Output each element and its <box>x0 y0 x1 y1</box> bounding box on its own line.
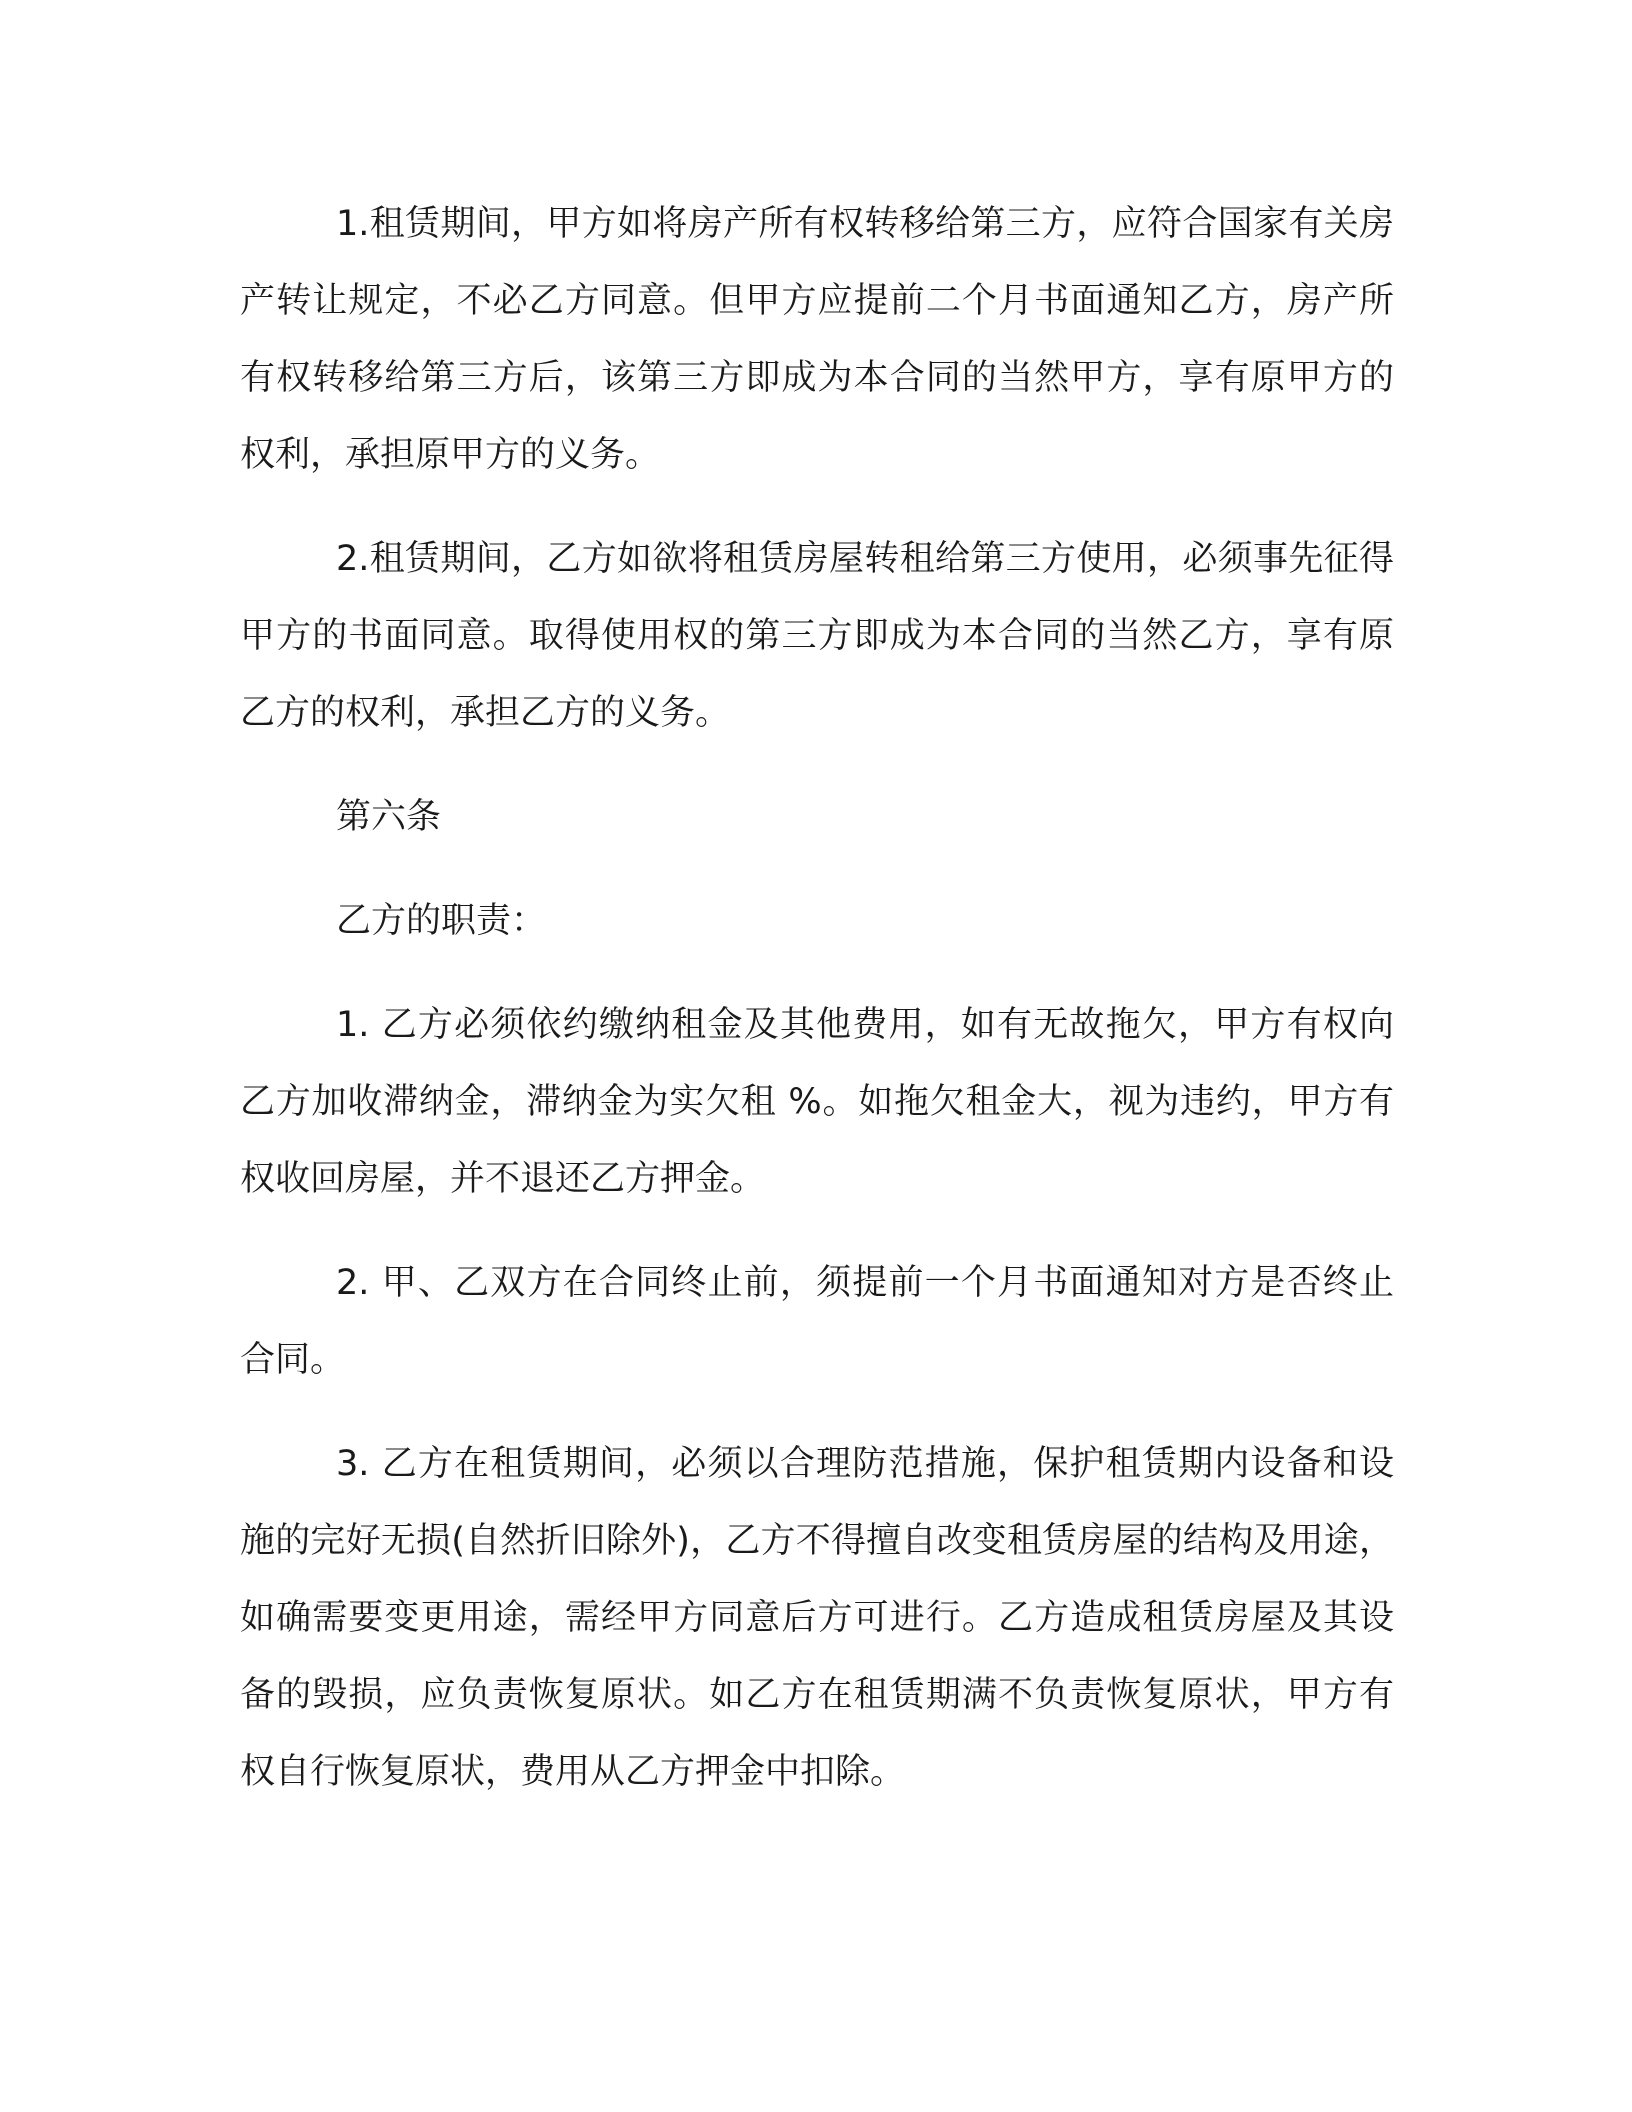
clause-sublease: 2.租赁期间，乙方如欲将租赁房屋转租给第三方使用，必须事先征得甲方的书面同意。取得使用权的第三方即成为本合同的当然乙方，享有原乙方的权利，承担乙方的义务。 <box>240 539 1394 733</box>
section-heading-tenant-duties: 乙方的职责： <box>336 901 547 941</box>
duty-rent-payment: 1. 乙方必须依约缴纳租金及其他费用，如有无故拖欠，甲方有权向乙方加收滞纳金，滞纳金为实欠租 %。如拖欠租金大，视为违约，甲方有权收回房屋，并不退还乙方押金。 <box>240 1005 1394 1199</box>
clause-transfer-ownership: 1.租赁期间，甲方如将房产所有权转移给第三方，应符合国家有关房产转让规定，不必乙方同意。但甲方应提前二个月书面通知乙方，房产所有权转移给第三方后，该第三方即成为本合同的当然甲方，享有原甲方的权利，承担原甲方的义务。 <box>240 204 1394 475</box>
document-body <box>240 186 1394 1811</box>
duty-termination-notice: 2. 甲、乙双方在合同终止前，须提前一个月书面通知对方是否终止合同。 <box>240 1263 1394 1380</box>
duty-property-protection: 3. 乙方在租赁期间，必须以合理防范措施，保护租赁期内设备和设施的完好无损(自然折旧除外)，乙方不得擅自改变租赁房屋的结构及用途，如确需要变更用途，需经甲方同意后方可进行。乙方造成租赁房屋及其设备的毁损，应负责恢复原状。如乙方在租赁期满不负责恢复原状，甲方有权自行恢复原状，费用从乙方押金中扣除。 <box>240 1444 1394 1792</box>
article-heading: 第六条 <box>336 797 442 837</box>
